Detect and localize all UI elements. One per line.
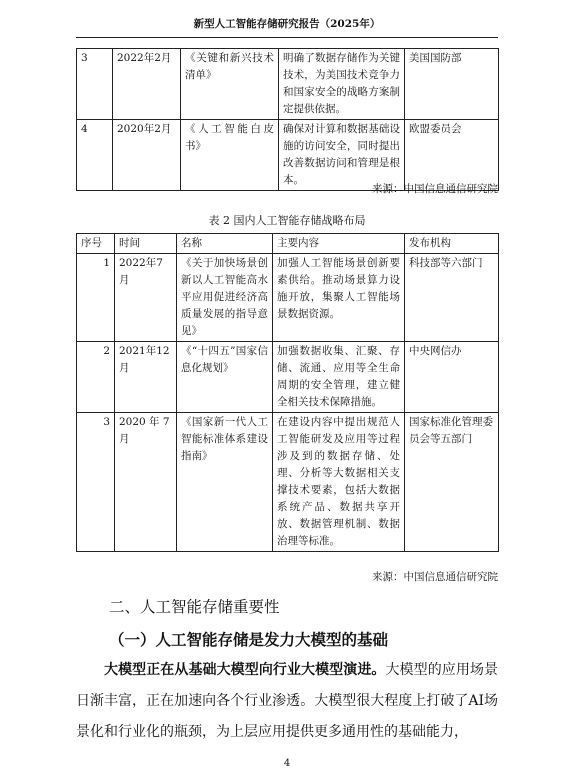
table-domestic-strategy bbox=[76, 233, 499, 552]
cell-content: 确保对计算和数据基础设施的访问安全，同时提出改善数据访问和管理是根本。 bbox=[279, 120, 405, 191]
cell-index: 3 bbox=[77, 49, 113, 120]
col-header-index: 序号 bbox=[77, 234, 115, 254]
table-row bbox=[77, 120, 499, 191]
cell-publisher: 中央网信办 bbox=[405, 342, 499, 413]
running-header: 新型人工智能存储研究报告（2025年） bbox=[193, 18, 381, 30]
para-bold-lead: 大模型正在从基础大模型向行业大模型演进。 bbox=[104, 662, 386, 678]
cell-content: 在建设内容中提出规范人工智能研发及应用等过程涉及到的数据存储、处理、分析等大数据相关支撑技术要素，包括大数据 系统产品、数据共享开放、数据管理机制、数据治理等标准。 bbox=[273, 413, 405, 552]
cell-time: 2022年2月 bbox=[113, 49, 181, 120]
cell-name: 《关于加快场景创新以人工智能高水平应用促进经济高质量发展的指导意见》 bbox=[177, 254, 273, 342]
cell-publisher: 国家标准化管理委员会等五部门 bbox=[405, 413, 499, 552]
cell-name: 《国家新一代人工智能标准体系建设指南》 bbox=[177, 413, 273, 552]
cell-name: 《关键和新兴技术清单》 bbox=[181, 49, 279, 120]
header-rule bbox=[76, 37, 498, 38]
table-header-row bbox=[77, 234, 499, 254]
table-row bbox=[77, 49, 499, 120]
para-text: 大模型的应用场景日渐丰富，正在加速向各个行业渗透。大模型很大程度上打破了AI场景化和行业化的瓶颈，为上层应用提供更多通用性的基础能力， bbox=[76, 662, 499, 740]
col-header-publisher: 发布机构 bbox=[405, 234, 499, 254]
cell-publisher: 科技部等六部门 bbox=[405, 254, 499, 342]
table-row bbox=[77, 342, 499, 413]
body-paragraph bbox=[76, 655, 498, 748]
cell-name: 《“十四五”国家信息化规划》 bbox=[177, 342, 273, 413]
cell-content: 加强人工智能场景创新要素供给。推动场景算力设施开放，集聚人工智能场景数据资源。 bbox=[273, 254, 405, 342]
subsection-heading: （一）人工智能存储是发力大模型的基础 bbox=[109, 630, 389, 649]
table1-source: 来源：中国信息通信研究院 bbox=[372, 183, 498, 195]
cell-content: 明确了数据存储作为关键技术，为美国技术竞争力和国家安全的战略方案制定提供依据。 bbox=[279, 49, 405, 120]
section-heading: 二、人工智能存储重要性 bbox=[109, 598, 280, 616]
cell-time: 2022年7月 bbox=[115, 254, 177, 342]
cell-time: 2021年12月 bbox=[115, 342, 177, 413]
cell-index: 2 bbox=[77, 342, 115, 413]
col-header-content: 主要内容 bbox=[273, 234, 405, 254]
table-row bbox=[77, 413, 499, 552]
cell-content: 加强数据收集、汇聚、存储、流通、应用等全生命周期的安全管理，建立健全相关技术保障措施。 bbox=[273, 342, 405, 413]
cell-publisher: 欧盟委员会 bbox=[405, 120, 499, 191]
cell-publisher: 美国国防部 bbox=[405, 49, 499, 120]
col-header-time: 时间 bbox=[115, 234, 177, 254]
page-number: 4 bbox=[283, 758, 291, 769]
col-header-name: 名称 bbox=[177, 234, 273, 254]
table-row bbox=[77, 254, 499, 342]
cell-index: 4 bbox=[77, 120, 113, 191]
cell-time: 2020 年 7月 bbox=[115, 413, 177, 552]
cell-index: 1 bbox=[77, 254, 115, 342]
cell-name: 《人工智能白皮书》 bbox=[181, 120, 279, 191]
cell-time: 2020年2月 bbox=[113, 120, 181, 191]
table-international-continued bbox=[76, 48, 499, 191]
cell-index: 3 bbox=[77, 413, 115, 552]
table2-source: 来源：中国信息通信研究院 bbox=[372, 571, 498, 583]
table2-caption: 表 2 国内人工智能存储战略布局 bbox=[208, 214, 366, 227]
